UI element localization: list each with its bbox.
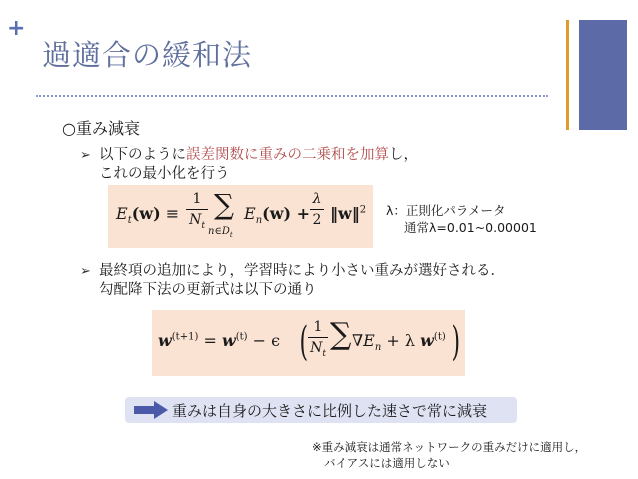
decor-blue-bar — [579, 20, 627, 130]
lambda-note-line2: 通常λ=0.01~0.00001 — [404, 220, 537, 235]
slide-plus-mark: + — [7, 16, 26, 41]
callout-arrow-icon — [134, 401, 168, 419]
bullet-2-line1: 最終項の追加により，学習時により小さい重みが選好される． — [99, 263, 505, 279]
lambda-note — [386, 202, 537, 236]
bullet-1 — [80, 146, 418, 184]
formula-1-term: $E_n(w)$ + — [244, 204, 311, 227]
formula-2-fraction: 1 $N_t$ — [308, 318, 328, 363]
lambda-note-line1: λ：正則化パラメータ — [386, 203, 506, 218]
formula-1-lhs: $E_t(w)$ ≡ — [116, 204, 180, 227]
bullet-1-highlight: 誤差関数に重みの二乗和を加算 — [186, 147, 389, 163]
formula-2-left-paren: ( — [299, 319, 309, 365]
formula-2-lhs: $w^{(t+1)} = w^{(t)} - \epsilon$ — [158, 331, 281, 350]
bullet-arrow-icon: ➢ — [80, 148, 91, 163]
bullet-2 — [80, 262, 505, 300]
bullet-1-line2: これの最小化を行う — [99, 166, 230, 182]
footnote-line2: バイアスには適用しない — [324, 456, 450, 470]
formula-2-grad: $\nabla E_n + \lambda$ $w^{(t)}$ — [352, 331, 446, 354]
formula-2-sum-icon: ∑ — [330, 317, 352, 352]
title-divider — [36, 95, 548, 97]
footnote — [312, 439, 586, 471]
formula-1-sum-icon: ∑ — [214, 188, 234, 221]
formula-1-fraction-2: λ 2 — [310, 190, 324, 229]
callout-text: 重みは自身の大きさに比例した速さで常に減衰 — [172, 402, 488, 420]
formula-1-fraction: 1 $N_t$ — [186, 190, 208, 235]
bullet-1-suffix: し， — [389, 147, 418, 163]
footnote-line1: ※重み減衰は通常ネットワークの重みだけに適用し， — [312, 440, 587, 454]
decor-orange-bar — [566, 20, 569, 130]
section-heading: ○重み減衰 — [62, 119, 140, 138]
formula-1-norm: ‖w‖$^2$ — [330, 204, 367, 223]
bullet-1-prefix: 以下のように — [99, 147, 186, 163]
formula-2-right-paren: ) — [451, 319, 461, 365]
formula-1-sum-sub: $n\in D_t$ — [208, 226, 233, 239]
slide-title: 過適合の緩和法 — [42, 38, 253, 72]
bullet-2-line2: 勾配降下法の更新式は以下の通り — [99, 282, 317, 298]
bullet-arrow-icon: ➢ — [80, 264, 91, 279]
